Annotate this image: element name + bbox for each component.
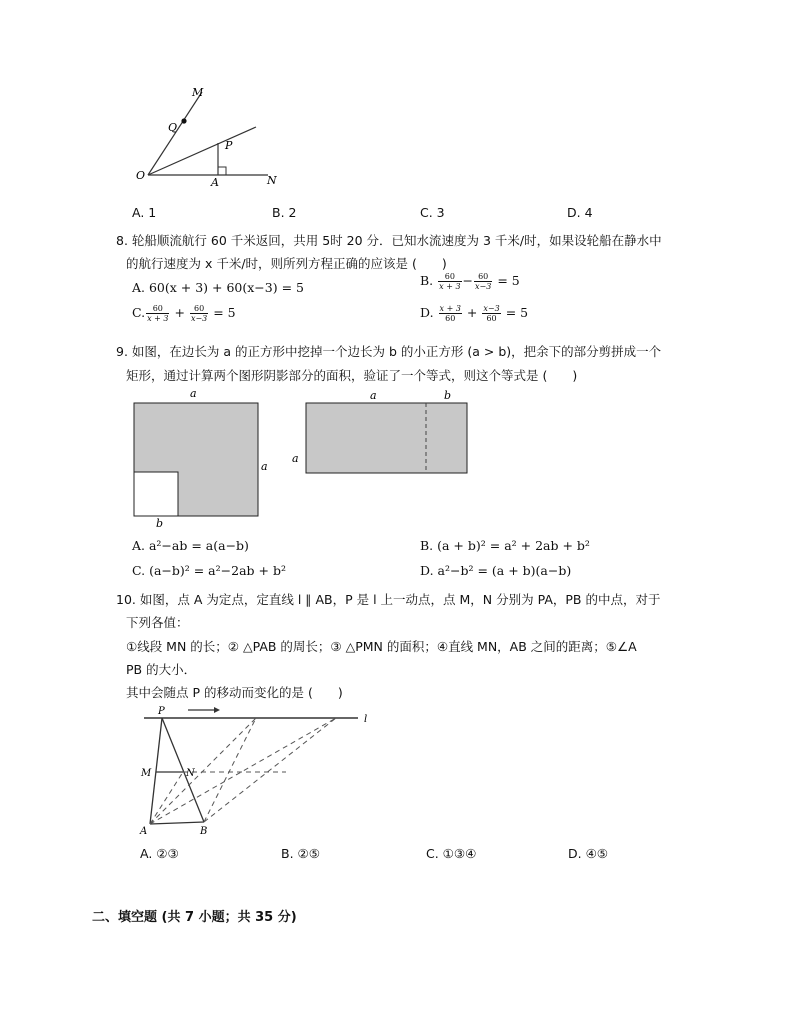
q8-b-prefix: B. bbox=[420, 273, 434, 288]
label-l: l bbox=[364, 714, 368, 725]
q8-c-fraction-1 bbox=[146, 304, 169, 323]
q9-stem-line1: 9. 如图，在边长为 a 的正方形中挖掉一个边长为 b 的小正方形 (a > b)，把余下的部分剪拼成一个 bbox=[116, 344, 662, 359]
q10-option-b[interactable]: B. ②⑤ bbox=[281, 846, 320, 861]
label-b: B bbox=[200, 826, 208, 837]
label-n: N bbox=[186, 768, 195, 779]
q10-stem-line2: 下列各值： bbox=[126, 615, 189, 630]
q10-stem-line1: 10. 如图，点 A 为定点，定直线 l ∥ AB，P 是 l 上一动点，点 M，N 分别为 PA，PB 的中点，对于 bbox=[116, 592, 661, 607]
q10-stem-line5: 其中会随点 P 的移动而变化的是 ( ) bbox=[126, 685, 343, 700]
q8-c-den1: x + 3 bbox=[147, 314, 169, 323]
q8-stem-line2: 的航行速度为 x 千米/时，则所列方程正确的应该是 ( ) bbox=[126, 256, 447, 271]
segment-ab bbox=[150, 822, 204, 824]
label-side-a-top: a bbox=[190, 387, 197, 400]
q9-option-d[interactable]: D. a²−b² = (a + b)(a−b) bbox=[420, 563, 572, 578]
q8-b-den1: x + 3 bbox=[439, 282, 461, 291]
q8-d-prefix: D. bbox=[420, 305, 434, 320]
q9-figure-rectangle bbox=[288, 384, 472, 479]
q8-b-num1: 60 bbox=[438, 272, 461, 282]
q8-d-den2: 60 bbox=[486, 314, 497, 323]
q8-d-fraction-2 bbox=[482, 304, 500, 323]
q8-c-fraction-2 bbox=[190, 304, 208, 323]
section-2-heading: 二、填空题 (共 7 小题；共 35 分) bbox=[92, 910, 297, 925]
point-q bbox=[181, 118, 186, 123]
dashed-b-p3 bbox=[204, 718, 336, 822]
q8-b-den2: x−3 bbox=[475, 282, 492, 291]
q10-option-c[interactable]: C. ①③④ bbox=[426, 846, 477, 861]
right-angle-mark bbox=[218, 167, 226, 175]
q7-option-d[interactable]: D. 4 bbox=[567, 205, 593, 220]
q8-b-op: − bbox=[462, 273, 474, 288]
label-n: N bbox=[267, 174, 277, 187]
q8-d-tail: = 5 bbox=[505, 305, 529, 320]
label-m: M bbox=[192, 86, 204, 99]
q10-option-d[interactable]: D. ④⑤ bbox=[568, 846, 608, 861]
label-a: A bbox=[140, 826, 148, 837]
q10-stem-line3: ①线段 MN 的长；② △PAB 的周长；③ △PMN 的面积；④直线 MN，AB 之间的距离；⑤∠A bbox=[126, 639, 637, 654]
q8-d-fraction-1 bbox=[439, 304, 462, 323]
q9-figure-square bbox=[128, 384, 273, 530]
q8-b-fraction-2 bbox=[474, 272, 492, 291]
q8-c-den2: x−3 bbox=[190, 314, 208, 323]
q10-stem-line4: PB 的大小． bbox=[126, 662, 197, 677]
label-m: M bbox=[141, 768, 152, 779]
q8-c-prefix: C. bbox=[132, 305, 146, 320]
label-rect-a-top: a bbox=[370, 389, 377, 402]
q8-option-b[interactable] bbox=[420, 272, 520, 291]
q9-option-b[interactable]: B. (a + b)² = a² + 2ab + b² bbox=[420, 538, 590, 553]
rectangle bbox=[306, 403, 467, 473]
q8-c-num2: 60 bbox=[190, 304, 208, 314]
dashed-a-p2 bbox=[150, 718, 256, 824]
q8-option-d[interactable] bbox=[420, 304, 528, 323]
q7-option-b[interactable]: B. 2 bbox=[272, 205, 297, 220]
q9-stem-line2: 矩形，通过计算两个图形阴影部分的面积，验证了一个等式，则这个等式是 ( ) bbox=[126, 368, 578, 383]
small-square bbox=[134, 472, 178, 516]
question-7-figure bbox=[130, 82, 290, 192]
label-p: P bbox=[225, 139, 233, 152]
q8-option-c[interactable] bbox=[132, 304, 236, 323]
segment-pb bbox=[162, 718, 204, 822]
label-o: O bbox=[136, 169, 146, 182]
q8-c-num1: 60 bbox=[146, 304, 169, 314]
q8-d-num1: x + 3 bbox=[439, 304, 461, 313]
label-side-b-bottom: b bbox=[156, 517, 164, 530]
q10-option-a[interactable]: A. ②③ bbox=[140, 846, 179, 861]
q8-option-a[interactable]: A. 60(x + 3) + 60(x−3) = 5 bbox=[132, 280, 304, 295]
q8-stem-line1: 8. 轮船顺流航行 60 千米返回，共用 5时 20 分．已知水流速度为 3 千米/时，如果设轮船在静水中 bbox=[116, 233, 662, 248]
q7-option-a[interactable]: A. 1 bbox=[132, 205, 157, 220]
q9-option-c[interactable]: C. (a−b)² = a²−2ab + b² bbox=[132, 563, 286, 578]
arrow-head bbox=[214, 707, 220, 713]
label-side-a-right: a bbox=[261, 460, 268, 473]
q8-d-op: + bbox=[466, 305, 478, 320]
dashed-b-p2 bbox=[204, 718, 256, 822]
label-p: P bbox=[158, 706, 165, 717]
q8-b-num2: 60 bbox=[474, 272, 492, 282]
dashed-a-p3 bbox=[150, 718, 336, 824]
label-q: Q bbox=[168, 121, 178, 134]
label-a: A bbox=[211, 176, 219, 189]
q8-d-den1: 60 bbox=[445, 314, 456, 323]
q10-figure bbox=[136, 700, 376, 840]
label-rect-b-top: b bbox=[444, 389, 452, 402]
q8-b-fraction-1 bbox=[438, 272, 461, 291]
q8-d-num2: x−3 bbox=[483, 304, 500, 313]
q9-option-a[interactable]: A. a²−ab = a(a−b) bbox=[132, 538, 249, 553]
q7-option-c[interactable]: C. 3 bbox=[420, 205, 445, 220]
q8-c-op: + bbox=[174, 305, 185, 320]
label-rect-a-left: a bbox=[292, 452, 299, 465]
q8-b-tail: = 5 bbox=[497, 273, 520, 288]
q8-c-tail: = 5 bbox=[213, 305, 236, 320]
